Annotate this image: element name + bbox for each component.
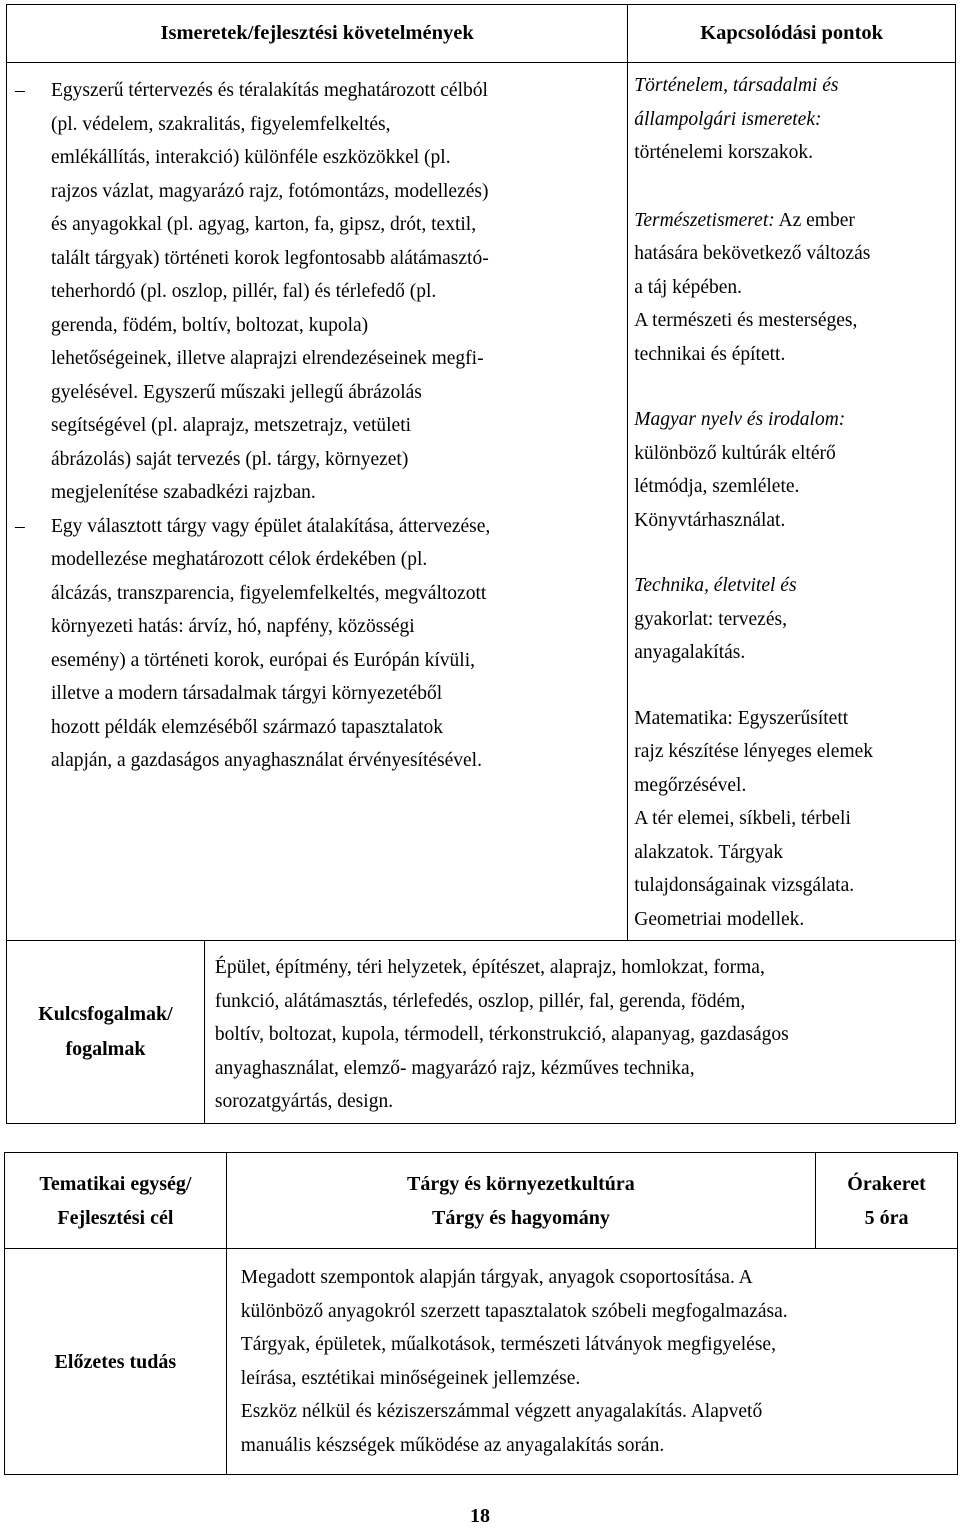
connection-text: alakzatok. Tárgyak bbox=[634, 841, 783, 863]
connections-cell bbox=[628, 63, 956, 941]
connection-title: Magyar nyelv és irodalom: bbox=[634, 409, 846, 430]
requirement-line: gerenda, födém, boltív, boltozat, kupola) bbox=[51, 314, 369, 336]
keywords-line: anyaghasználat, elemző- magyarázó rajz, kézműves technika, bbox=[214, 1057, 695, 1079]
unit-label-line: Tematikai egység/ bbox=[39, 1172, 192, 1195]
connection-text: történelemi korszakok. bbox=[634, 142, 813, 163]
keywords-label-line: fogalmak bbox=[65, 1037, 146, 1060]
requirement-line: Egyszerű tértervezés és téralakítás meghatározott célból bbox=[51, 80, 488, 101]
dash-bullet: – bbox=[15, 515, 25, 537]
requirement-line: teherhordó (pl. oszlop, pillér, fal) és térlefedő (pl. bbox=[51, 281, 437, 302]
prior-knowledge-label: Előzetes tudás bbox=[5, 1249, 227, 1475]
connection-history bbox=[634, 69, 951, 170]
connection-text: Könyvtárhasználat. bbox=[634, 509, 786, 531]
connection-literature bbox=[634, 403, 951, 537]
requirement-item-1 bbox=[15, 74, 621, 510]
unit-title-line: Tárgy és környezetkultúra bbox=[407, 1172, 635, 1195]
connection-text: Az ember bbox=[774, 209, 855, 231]
requirement-line: talált tárgyak) történeti korok legfontosabb alátámasztó- bbox=[51, 247, 489, 269]
connection-text: létmódja, szemlélete. bbox=[634, 476, 800, 497]
requirement-line: gyelésével. Egyszerű műszaki jellegű ábrázolás bbox=[51, 381, 422, 403]
requirement-line: emlékállítás, interakció) különféle eszközökkel (pl. bbox=[51, 147, 451, 168]
requirement-line: rajzos vázlat, magyarázó rajz, fotómontázs, modellezés) bbox=[51, 180, 489, 202]
connection-math bbox=[634, 702, 951, 937]
requirement-line: környezeti hatás: árvíz, hó, napfény, közösségi bbox=[51, 616, 415, 637]
keywords-label bbox=[7, 941, 205, 1124]
connection-science bbox=[634, 204, 951, 372]
requirement-line: segítségével (pl. alaprajz, metszetrajz, vetületi bbox=[51, 415, 412, 436]
hours-cell bbox=[816, 1153, 958, 1249]
connection-text: Geometriai modellek. bbox=[634, 908, 805, 930]
requirements-table bbox=[6, 4, 956, 1124]
connection-text: rajz készítése lényeges elemek bbox=[634, 741, 874, 762]
requirement-line: megjelenítése szabadkézi rajzban. bbox=[51, 482, 316, 503]
requirement-item-2 bbox=[15, 510, 621, 778]
connection-text: A természeti és mesterséges, bbox=[634, 310, 858, 331]
keywords-label-line: Kulcsfogalmak/ bbox=[38, 1002, 173, 1025]
page-number: 18 bbox=[470, 1505, 490, 1527]
unit-label-line: Fejlesztési cél bbox=[57, 1206, 174, 1229]
connection-title: Természetismeret: bbox=[634, 209, 775, 231]
prior-line: Eszköz nélkül és kéziszerszámmal végzett anyagalakítás. Alapvető bbox=[240, 1401, 763, 1422]
requirement-line: és anyagokkal (pl. agyag, karton, fa, gipsz, drót, textil, bbox=[51, 214, 477, 235]
connection-text: gyakorlat: tervezés, bbox=[634, 608, 787, 630]
connection-text: a táj képében. bbox=[634, 276, 743, 298]
prior-line: Tárgyak, épületek, műalkotások, természeti látványok megfigyelése, bbox=[240, 1334, 776, 1355]
unit-title-line: Tárgy és hagyomány bbox=[432, 1206, 610, 1229]
connection-text: tulajdonságainak vizsgálata. bbox=[634, 875, 855, 896]
unit-title bbox=[226, 1153, 815, 1249]
header-requirements: Ismeretek/fejlesztési követelmények bbox=[7, 5, 628, 63]
unit-table bbox=[4, 1152, 958, 1475]
requirement-line: ábrázolás) saját tervezés (pl. tárgy, környezet) bbox=[51, 448, 409, 470]
prior-line: leírása, esztétikai minőségeinek jellemzése. bbox=[240, 1367, 581, 1389]
keywords-line: Épület, építmény, téri helyzetek, építészet, alaprajz, homlokzat, forma, bbox=[214, 957, 765, 978]
requirement-line: Egy választott tárgy vagy épület átalakítása, áttervezése, bbox=[51, 515, 491, 537]
hours-value: 5 óra bbox=[864, 1206, 909, 1229]
dash-bullet: – bbox=[15, 80, 25, 101]
keywords-text bbox=[204, 941, 955, 1124]
prior-line: különböző anyagokról szerzett tapasztalatok szóbeli megfogalmazása. bbox=[240, 1300, 788, 1322]
keywords-line: boltív, boltozat, kupola, térmodell, térkonstrukció, alapanyag, gazdaságos bbox=[214, 1024, 789, 1045]
prior-line: Megadott szempontok alapján tárgyak, anyagok csoportosítása. A bbox=[240, 1267, 753, 1288]
connection-text: különböző kultúrák eltérő bbox=[634, 442, 836, 464]
connection-title: Történelem, társadalmi és bbox=[634, 75, 839, 96]
connection-text: hatására bekövetkező változás bbox=[634, 243, 871, 264]
requirement-line: illetve a modern társadalmak tárgyi környezetéből bbox=[51, 683, 443, 704]
connection-text: A tér elemei, síkbeli, térbeli bbox=[634, 808, 851, 829]
prior-line: manuális készségek működése az anyagalakítás során. bbox=[240, 1434, 665, 1456]
requirement-line: álcázás, transzparencia, figyelemfelkeltés, megváltozott bbox=[51, 582, 487, 604]
connection-text: anyagalakítás. bbox=[634, 642, 746, 663]
connection-technology bbox=[634, 569, 951, 670]
header-connections: Kapcsolódási pontok bbox=[628, 5, 956, 63]
hours-label: Órakeret bbox=[847, 1172, 926, 1195]
connection-title: Technika, életvitel és bbox=[634, 575, 797, 596]
keywords-line: sorozatgyártás, design. bbox=[214, 1091, 394, 1112]
requirements-cell bbox=[7, 63, 628, 941]
connection-text: megőrzésével. bbox=[634, 774, 747, 796]
requirement-line: hozott példák elemzéséből származó tapasztalatok bbox=[51, 716, 443, 738]
requirement-line: lehetőségeinek, illetve alaprajzi elrendezéseinek megfi- bbox=[51, 348, 484, 369]
requirement-line: alapján, a gazdaságos anyaghasználat érvényesítésével. bbox=[51, 750, 482, 771]
requirement-line: modellezése meghatározott célok érdekében (pl. bbox=[51, 549, 428, 570]
connection-title: állampolgári ismeretek: bbox=[634, 108, 822, 130]
connection-text: Matematika: Egyszerűsített bbox=[634, 707, 849, 729]
connection-text: technikai és épített. bbox=[634, 343, 786, 365]
requirement-line: (pl. védelem, szakralitás, figyelemfelkeltés, bbox=[51, 113, 391, 135]
keywords-line: funkció, alátámasztás, térlefedés, oszlop, pillér, fal, gerenda, födém, bbox=[214, 990, 746, 1012]
requirement-line: esemény) a történeti korok, európai és Európán kívüli, bbox=[51, 649, 475, 671]
unit-label bbox=[5, 1153, 227, 1249]
prior-knowledge-text bbox=[226, 1249, 957, 1475]
